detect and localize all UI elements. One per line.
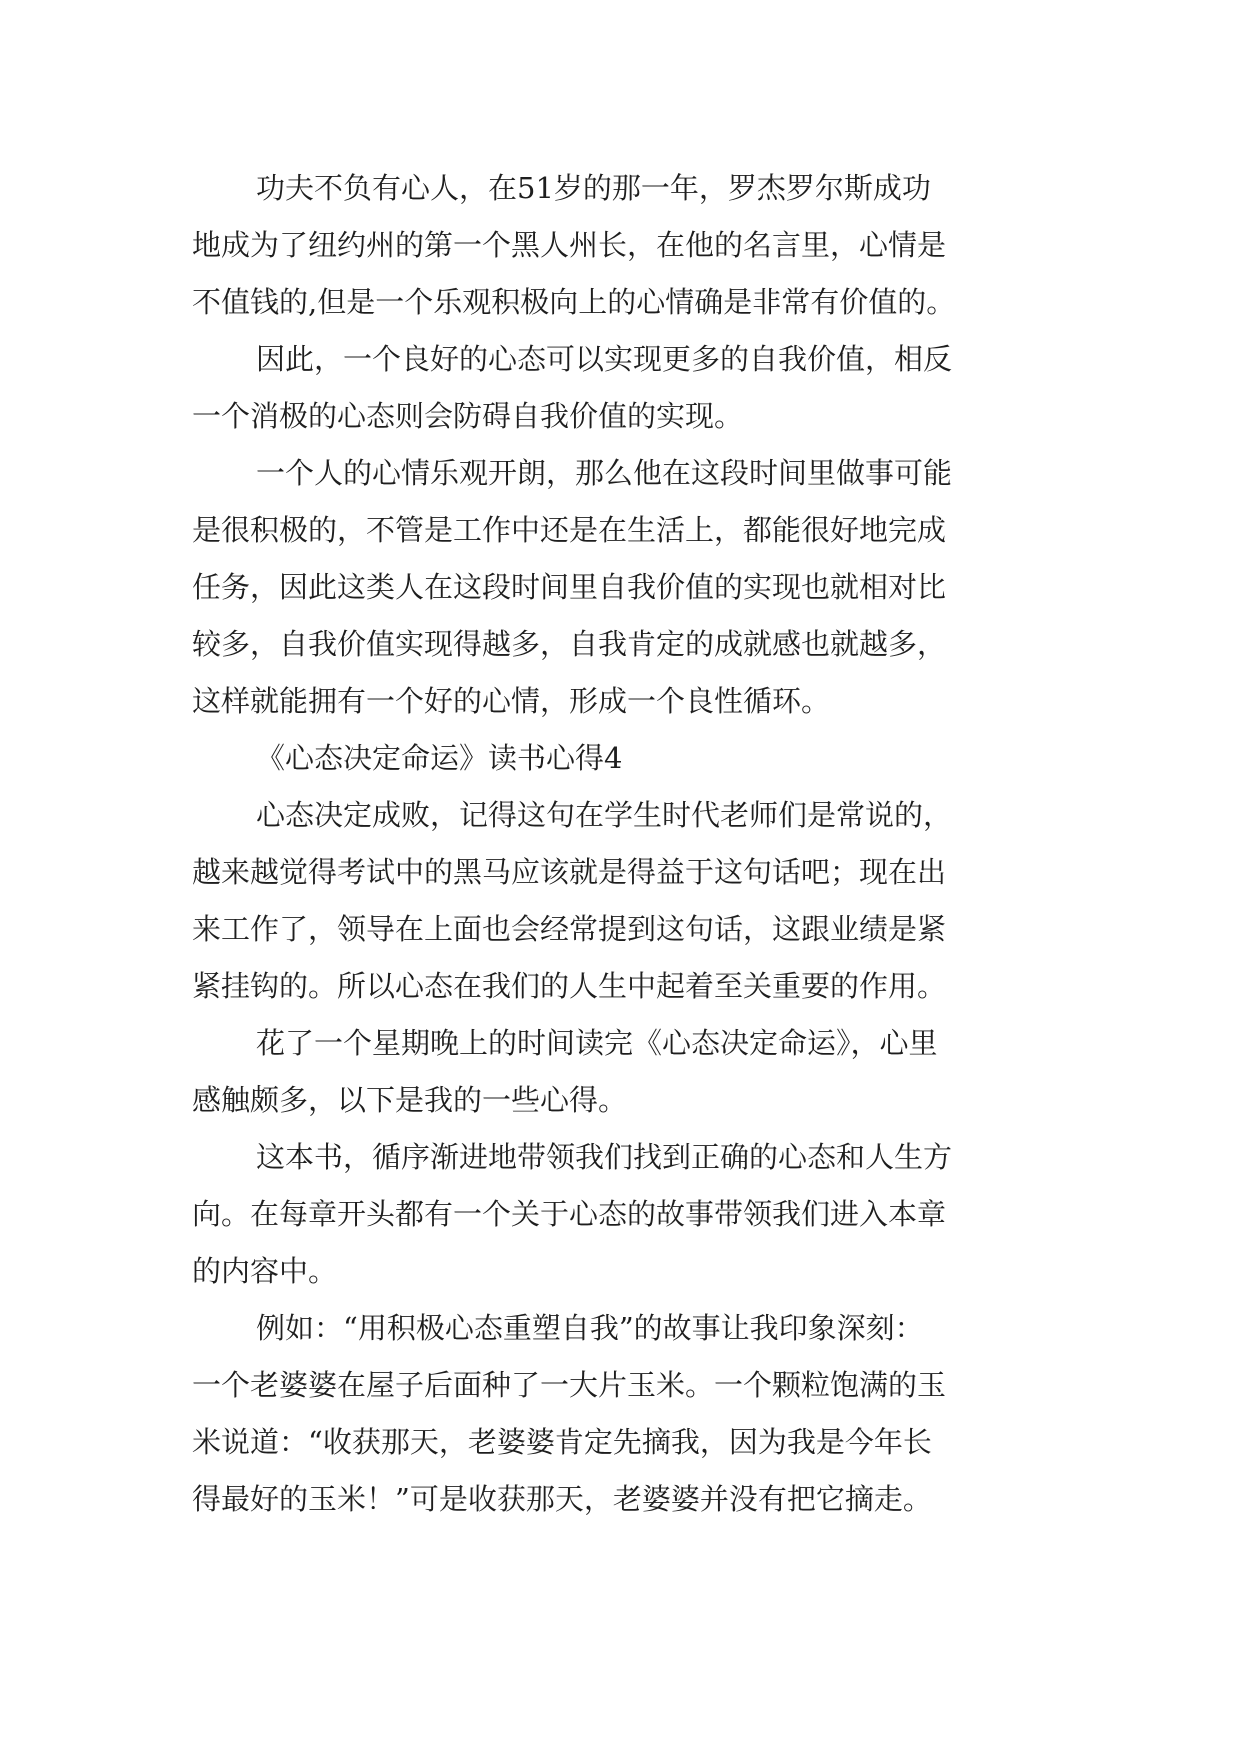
text-line: 因此，一个良好的心态可以实现更多的自我价值，相反 [256,342,953,376]
text-line: 紧挂钩的。所以心态在我们的人生中起着至关重要的作用。 [192,969,947,1003]
text-line: 米说道：“收获那天，老婆婆肯定先摘我，因为我是今年长 [192,1425,932,1459]
text-line: 越来越觉得考试中的黑马应该就是得益于这句话吧；现在出 [192,855,947,889]
text-line: 任务，因此这类人在这段时间里自我价值的实现也就相对比 [192,570,947,604]
text-line: 一个消极的心态则会防碍自我价值的实现。 [192,399,744,433]
text-line: 的内容中。 [192,1254,338,1288]
text-line: 这本书，循序渐进地带领我们找到正确的心态和人生方 [256,1140,953,1174]
text-line: 来工作了，领导在上面也会经常提到这句话，这跟业绩是紧 [192,912,947,946]
section-heading: 《心态决定命运》读书心得4 [256,741,623,775]
text-line: 地成为了纽约州的第一个黑人州长，在他的名言里，心情是 [192,228,947,262]
text-line: 功夫不负有心人，在51岁的那一年，罗杰罗尔斯成功 [256,171,931,205]
text-line: 花了一个星期晚上的时间读完《心态决定命运》，心里 [256,1026,938,1060]
text-line: 是很积极的，不管是工作中还是在生活上，都能很好地完成 [192,513,947,547]
text-line: 一个老婆婆在屋子后面种了一大片玉米。一个颗粒饱满的玉 [192,1368,947,1402]
text-line: 较多，自我价值实现得越多，自我肯定的成就感也就越多， [192,627,947,661]
text-line: 心态决定成败，记得这句在学生时代老师们是常说的， [256,798,953,832]
text-line: 不值钱的,但是一个乐观积极向上的心情确是非常有价值的。 [192,285,956,319]
text-line: 感触颇多，以下是我的一些心得。 [192,1083,628,1117]
text-line: 这样就能拥有一个好的心情，形成一个良性循环。 [192,684,831,718]
text-line: 向。在每章开头都有一个关于心态的故事带领我们进入本章 [192,1197,947,1231]
text-line: 一个人的心情乐观开朗，那么他在这段时间里做事可能 [256,456,953,490]
text-line: 得最好的玉米！”可是收获那天，老婆婆并没有把它摘走。 [192,1482,932,1516]
text-line: 例如：“用积极心态重塑自我”的故事让我印象深刻： [256,1311,924,1345]
